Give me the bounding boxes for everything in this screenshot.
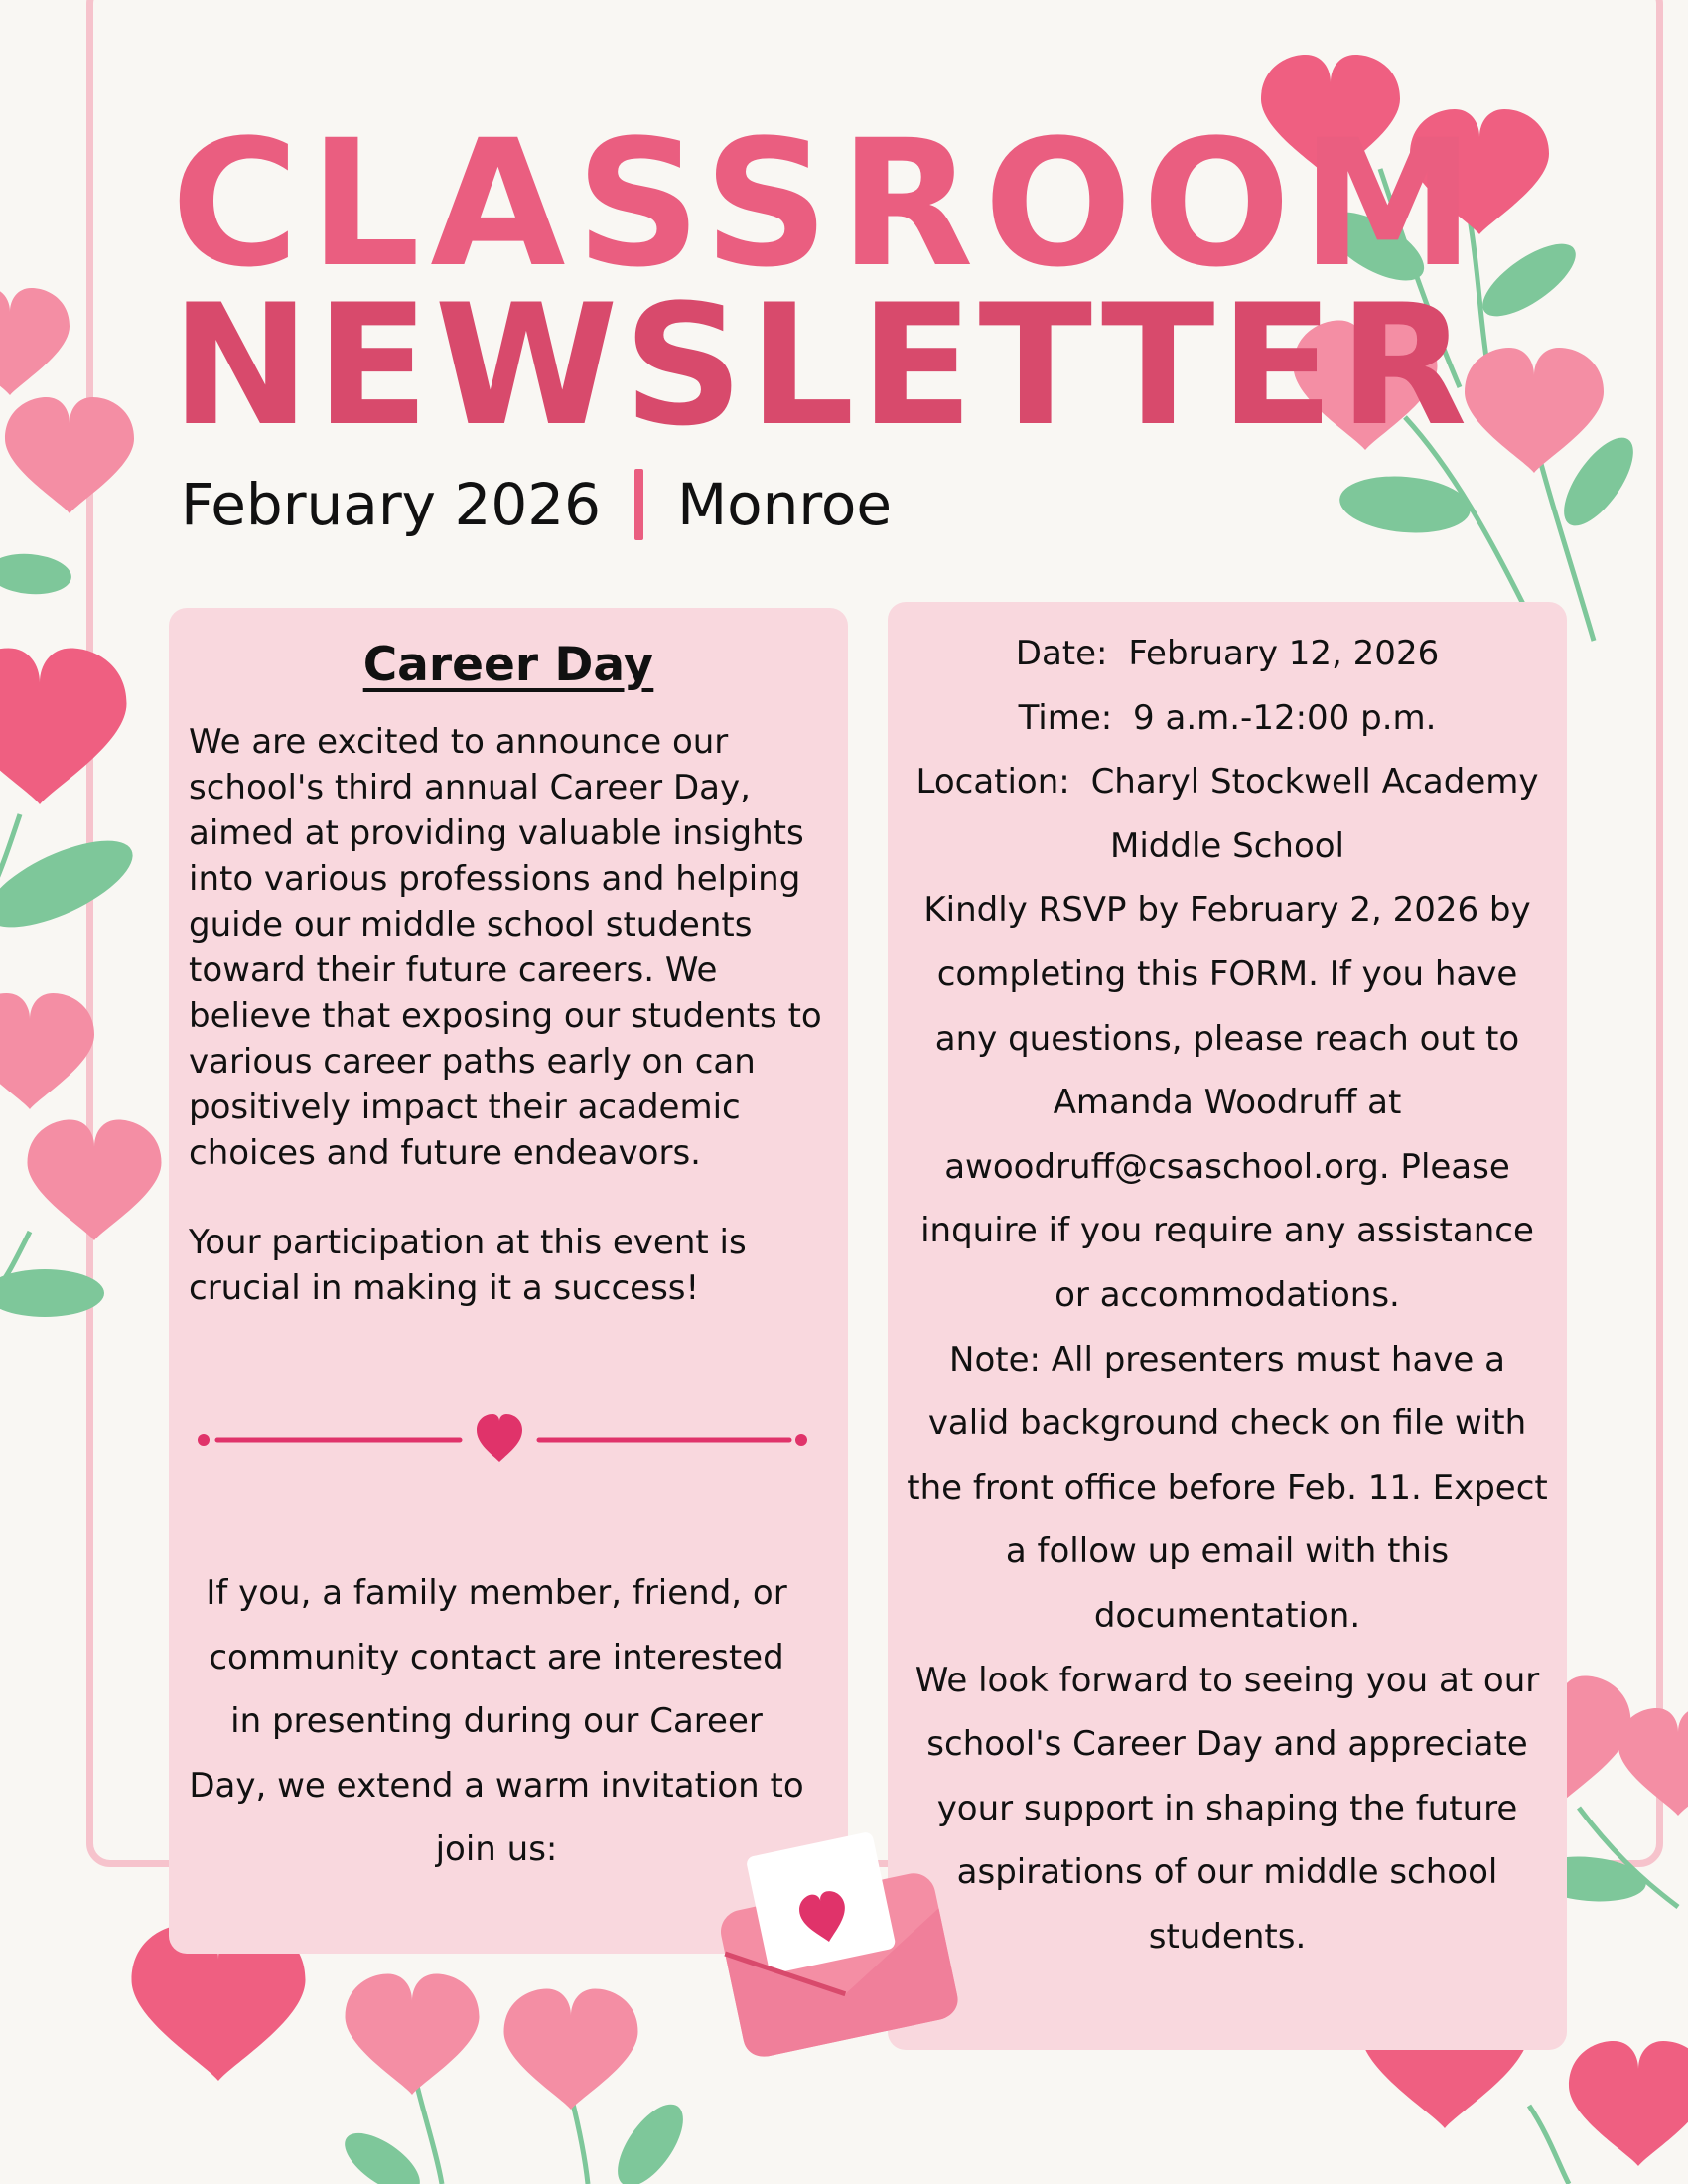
heart-icon bbox=[1569, 2041, 1688, 2166]
issue-location: Monroe bbox=[677, 471, 893, 538]
newsletter-title-line-2: NEWSLETTER bbox=[171, 268, 1473, 463]
location-row bbox=[906, 750, 1549, 814]
heart-icon bbox=[504, 1989, 638, 2111]
leaf-icon bbox=[605, 2094, 695, 2184]
career-day-heading: Career Day bbox=[362, 638, 654, 692]
date-row bbox=[906, 622, 1549, 686]
issue-subtitle bbox=[181, 469, 892, 540]
career-day-intro: We are excited to announce our school's third annual Career Day, aimed at providing valuable insights into various professions and helping guide our middle school students toward their future careers. We believe that exposing our students to various career paths early on can positively impact their academic choices and future endeavors. bbox=[189, 722, 822, 1173]
background-check-note: Note: All presenters must have a valid background check on file with the front office before Feb. 11. Expect a follow up email with this documentation. bbox=[907, 1339, 1548, 1636]
heart-icon bbox=[1465, 348, 1604, 473]
subtitle-separator bbox=[634, 469, 643, 540]
envelope-icon bbox=[695, 1822, 963, 2061]
time-value: 9 a.m.-12:00 p.m. bbox=[1133, 697, 1437, 738]
heart-icon bbox=[1618, 1708, 1688, 1816]
leaf-icon bbox=[0, 550, 73, 597]
time-row bbox=[906, 686, 1549, 751]
closing-text: We look forward to seeing you at our school's Career Day and appreciate your support in shaping the future aspirations of our middle school students. bbox=[914, 1660, 1540, 1957]
location-label: Location: bbox=[915, 762, 1070, 802]
leaf-icon bbox=[1472, 230, 1586, 329]
invitation-text: If you, a family member, friend, or community contact are interested in presenting during our Career Day, we extend a warm invitation to join us: bbox=[189, 1573, 804, 1869]
heart-icon bbox=[0, 993, 94, 1109]
participation-note: Your participation at this event is crucial in making it a success! bbox=[189, 1223, 747, 1308]
leaf-icon bbox=[0, 823, 144, 945]
date-label: Date: bbox=[1015, 634, 1108, 673]
heart-icon bbox=[5, 397, 134, 513]
heart-icon bbox=[0, 288, 70, 395]
location-value-line-2: Middle School bbox=[1110, 825, 1344, 866]
time-label: Time: bbox=[1018, 697, 1113, 738]
date-value: February 12, 2026 bbox=[1128, 634, 1440, 673]
newsletter-title-line-1: CLASSROOM bbox=[171, 102, 1485, 306]
heart-divider bbox=[194, 1412, 815, 1468]
heart-icon bbox=[0, 649, 127, 805]
rsvp-text: Kindly RSVP by February 2, 2026 by completing this FORM. If you have any questions, please reach out to Amanda Woodruff at awoodruff@csaschool.org. Please inquire if you require any assistance or accommodations. bbox=[920, 890, 1534, 1315]
location-value: Charyl Stockwell Academy bbox=[1090, 762, 1539, 802]
issue-month: February 2026 bbox=[181, 471, 602, 538]
leaf-icon bbox=[0, 1269, 104, 1317]
heart-icon bbox=[27, 1120, 161, 1241]
leaf-icon bbox=[335, 2121, 429, 2184]
event-details bbox=[906, 622, 1549, 1968]
heart-icon bbox=[346, 1974, 480, 2096]
heart-icon bbox=[477, 1414, 522, 1462]
